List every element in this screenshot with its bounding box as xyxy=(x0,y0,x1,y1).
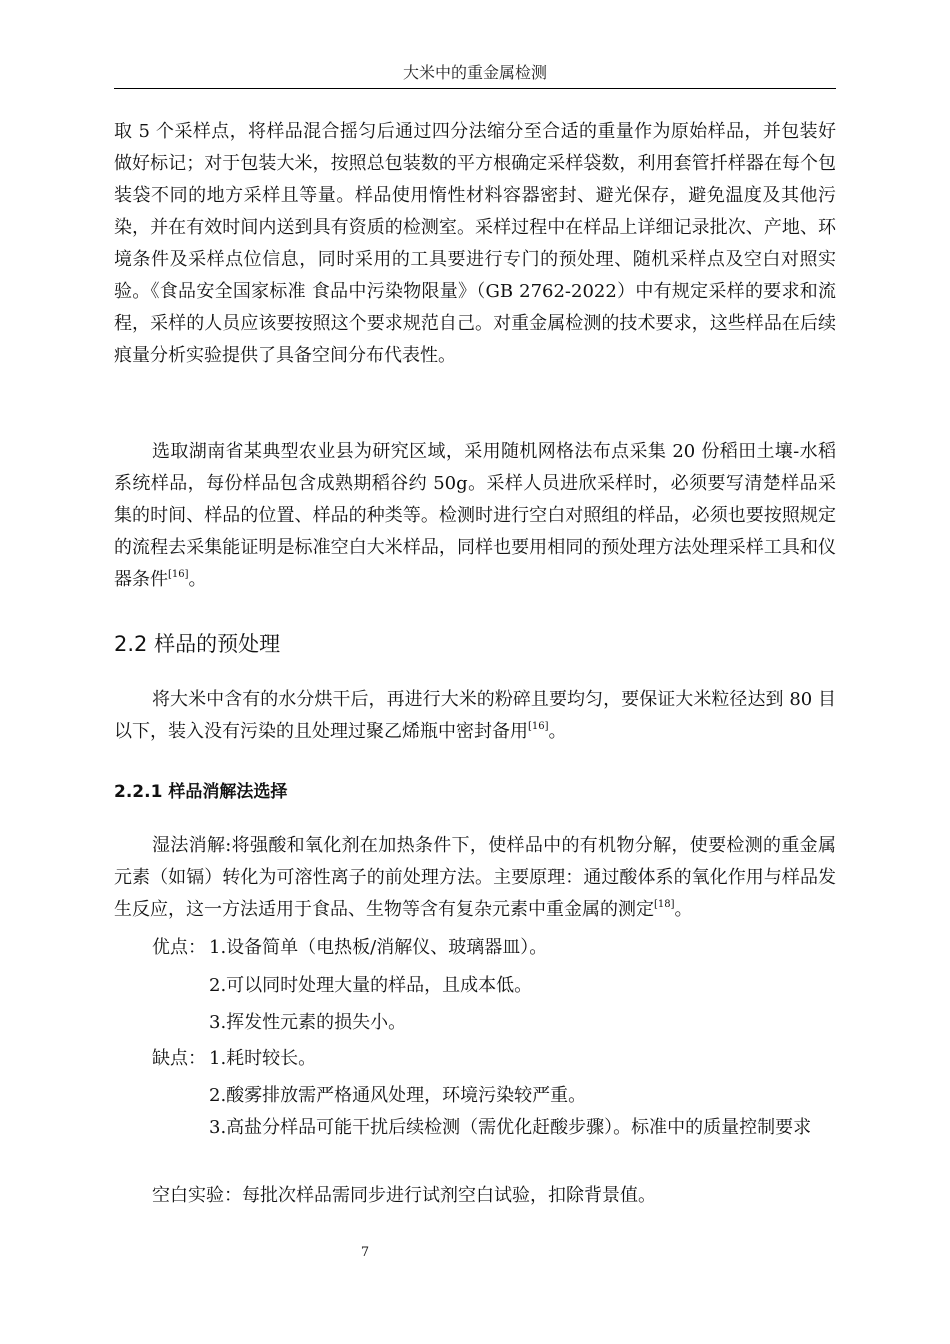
advantage-item: 3.挥发性元素的损失小。 xyxy=(209,1012,407,1033)
sentence-end: 。 xyxy=(188,569,207,590)
disadvantage-item: 1.耗时较长。 xyxy=(209,1048,317,1069)
advantages-label: 优点： xyxy=(152,937,206,958)
paragraph-study-area-text: 选取湖南省某典型农业县为研究区域，采用随机网格法布点采集 20 份稻田土壤-水稻系统样品，每份样品包含成熟期稻谷约 50g。采样人员进欣采样时，必须要写清楚样品采集的时间、样品的位置、样品的种类等。检测时进行空白对照组的样品，必须也要按照规定的流程去采集能证明是标准空白大米样品，同样也要用相同的预处理方法处理采样工具和仪器条件 xyxy=(114,441,836,590)
paragraph-sampling-procedure: 取 5 个采样点，将样品混合摇匀后通过四分法缩分至合适的重量作为原始样品，并包装好做好标记；对于包装大米，按照总包装数的平方根确定采样袋数，利用套管扦样器在每个包装袋不同的地方采样且等量。样品使用惰性材料容器密封、避光保存，避免温度及其他污染，并在有效时间内送到具有资质的检测室。采样过程中在样品上详细记录批次、产地、环境条件及采样点位信息，同时采用的工具要进行专门的预处理、随机采样点及空白对照实验。《食品安全国家标准 食品中污染物限量》（GB 2762-2022）中有规定采样的要求和流程，采样的人员应该要按照这个要求规范自己。对重金属检测的技术要求，这些样品在后续痕量分析实验提供了具备空间分布代表性。 xyxy=(114,121,836,366)
sentence-end: 。 xyxy=(548,721,567,742)
blank-experiment-text: 空白实验：每批次样品需同步进行试剂空白试验，扣除背景值。 xyxy=(152,1185,656,1206)
page-number: 7 xyxy=(360,1245,370,1260)
sentence-end: 。 xyxy=(674,899,693,920)
paragraph-wet-digestion-text: 湿法消解:将强酸和氧化剂在加热条件下，使样品中的有机物分解，使要检测的重金属元素（如镉）转化为可溶性离子的前处理方法。主要原理：通过酸体系的氧化作用与样品发生反应，这一方法适用于食品、生物等含有复杂元素中重金属的测定 xyxy=(114,835,836,920)
citation-18: [18] xyxy=(654,899,675,910)
section-heading-2-2-1: 2.2.1 样品消解法选择 xyxy=(114,782,288,802)
header-divider xyxy=(114,88,836,89)
paragraph-study-area xyxy=(114,436,836,596)
disadvantage-item: 2.酸雾排放需严格通风处理，环境污染较严重。 xyxy=(209,1085,587,1106)
paragraph-wet-digestion xyxy=(114,830,836,926)
citation-16: [16] xyxy=(168,569,189,580)
disadvantage-item: 3.高盐分样品可能干扰后续检测（需优化赶酸步骤）。标准中的质量控制要求 xyxy=(209,1117,812,1138)
advantage-item: 2.可以同时处理大量的样品，且成本低。 xyxy=(209,975,533,996)
advantage-item: 1.设备简单（电热板/消解仪、玻璃器皿）。 xyxy=(209,937,548,958)
disadvantages-label: 缺点： xyxy=(152,1048,206,1069)
paragraph-pretreatment-text: 将大米中含有的水分烘干后，再进行大米的粉碎且要均匀，要保证大米粒径达到 80 目以下，装入没有污染的且处理过聚乙烯瓶中密封备用 xyxy=(114,689,836,742)
paragraph-pretreatment xyxy=(114,684,836,748)
section-heading-2-2: 2.2 样品的预处理 xyxy=(114,632,281,656)
citation-16: [16] xyxy=(528,721,549,732)
running-header: 大米中的重金属检测 xyxy=(402,63,547,82)
